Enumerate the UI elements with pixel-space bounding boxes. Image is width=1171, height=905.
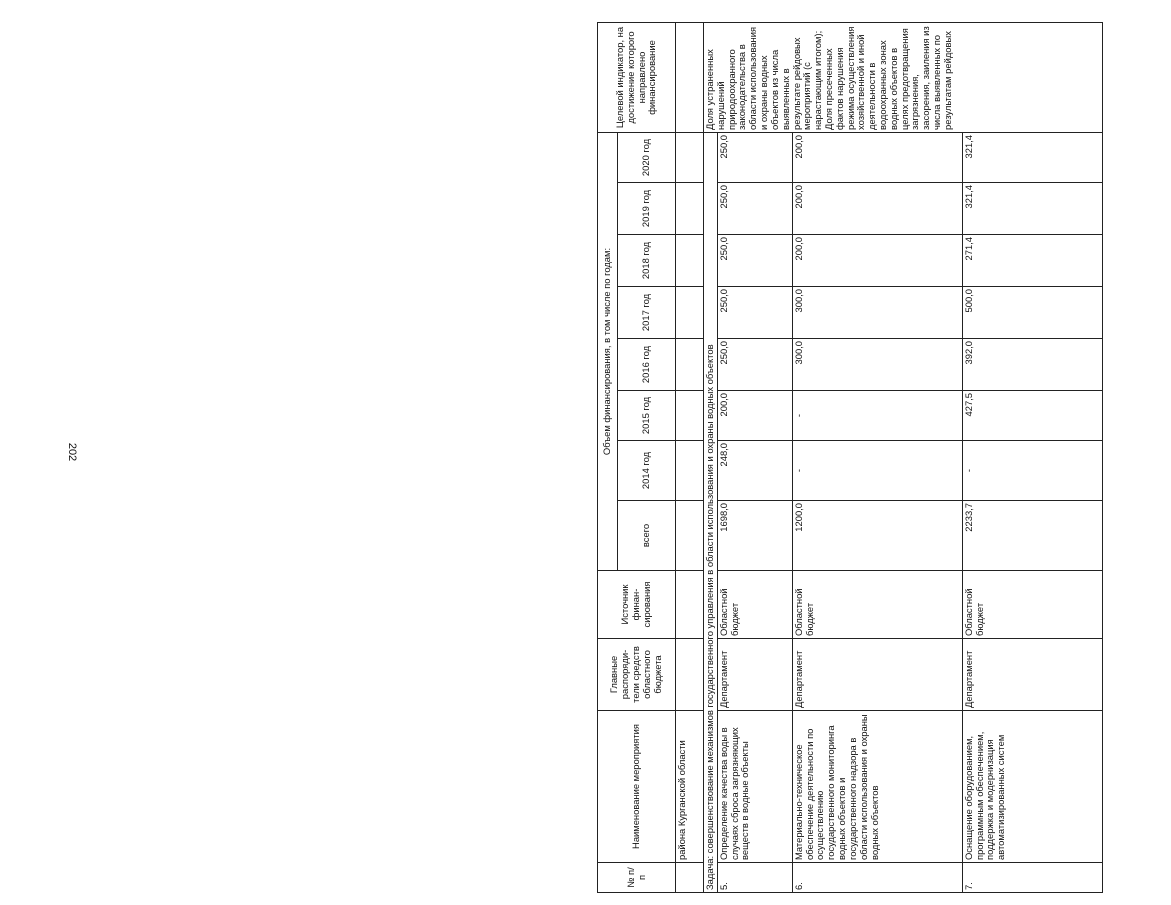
header-volume: Объем финансирования, в том числе по годам: xyxy=(598,133,618,571)
task-row: Задача: совершенствование механизмов государственного управления в области использования и охраны водных объектов xyxy=(704,133,718,893)
row-7-2015: 427,5 xyxy=(962,391,1102,441)
row-7-2017: 500,0 xyxy=(962,287,1102,339)
page-number: 202 xyxy=(66,442,78,462)
row-5-2019: 250,0 xyxy=(717,183,792,235)
row-6-2019: 200,0 xyxy=(792,183,962,235)
row-5-total: 1698,0 xyxy=(717,501,792,571)
header-name: Наименование мероприятия xyxy=(598,711,676,863)
row-5-2016: 250,0 xyxy=(717,339,792,391)
row-6-total: 1200,0 xyxy=(792,501,962,571)
row-5-2018: 250,0 xyxy=(717,235,792,287)
row-7-manager: Департамент xyxy=(962,639,1102,711)
row-6-2014: - xyxy=(792,441,962,501)
rotated-table-page xyxy=(597,26,1171,893)
row-6-num: 6. xyxy=(792,863,962,893)
row-5-2014: 248,0 xyxy=(717,441,792,501)
header-managers: Главные распоряди-тели средств областного бюджета xyxy=(598,639,676,711)
header-2018: 2018 год xyxy=(618,235,676,287)
indicator-cell: Доля устраненных нарушений природоохранного законодательства в области использования и охраны водных объектов из числа выявленных в результате рейдовых мероприятий (с нарастающим итогом); Доля пресеченных фактов нарушения режима осуществления хозяйственной и иной деятельности в водоохранных зонах водных объектов в целях предотвращения загрязнения, засорения, заиления из числа выявленных по результатам рейдовых xyxy=(704,23,1103,133)
row-6-manager: Департамент xyxy=(792,639,962,711)
row-7-name: Оснащение оборудованием, программным обеспечением, поддержка и модернизация автоматизированных систем xyxy=(962,711,1102,863)
continued-name: района Курганской области xyxy=(676,711,704,863)
row-6-2015: - xyxy=(792,391,962,441)
row-5-2015: 200,0 xyxy=(717,391,792,441)
row-5-name: Определение качества воды в случаях сброса загрязняющих веществ в водные объекты xyxy=(717,711,792,863)
row-7-2016: 392,0 xyxy=(962,339,1102,391)
header-2014: 2014 год xyxy=(618,441,676,501)
header-2019: 2019 год xyxy=(618,183,676,235)
header-2015: 2015 год xyxy=(618,391,676,441)
header-total: всего xyxy=(618,501,676,571)
row-6-name: Материально-техническое обеспечение деятельности по осуществлению государственного мониторинга водных объектов и государственного надзора в области использования и охраны водных объектов xyxy=(792,711,962,863)
row-6-2018: 200,0 xyxy=(792,235,962,287)
row-7-source: Областной бюджет xyxy=(962,571,1102,639)
header-num: № п/п xyxy=(598,863,676,893)
row-6-source: Областной бюджет xyxy=(792,571,962,639)
row-7-total: 2233,7 xyxy=(962,501,1102,571)
header-2017: 2017 год xyxy=(618,287,676,339)
row-5-2017: 250,0 xyxy=(717,287,792,339)
row-7-2018: 271,4 xyxy=(962,235,1102,287)
row-7-num: 7. xyxy=(962,863,1102,893)
row-7-2020: 321,4 xyxy=(962,133,1102,183)
row-7-2014: - xyxy=(962,441,1102,501)
header-indicator: Целевой индикатор, на достижение которого направлено финансирование xyxy=(598,23,676,133)
row-5-2020: 250,0 xyxy=(717,133,792,183)
row-6-2017: 300,0 xyxy=(792,287,962,339)
header-2016: 2016 год xyxy=(618,339,676,391)
header-2020: 2020 год xyxy=(618,133,676,183)
header-source: Источник финан-сирования xyxy=(598,571,676,639)
row-5-num: 5. xyxy=(717,863,792,893)
row-6-2016: 300,0 xyxy=(792,339,962,391)
financing-table xyxy=(597,22,1103,893)
row-6-2020: 200,0 xyxy=(792,133,962,183)
row-5-manager: Департамент xyxy=(717,639,792,711)
row-5-source: Областной бюджет xyxy=(717,571,792,639)
row-7-2019: 321,4 xyxy=(962,183,1102,235)
